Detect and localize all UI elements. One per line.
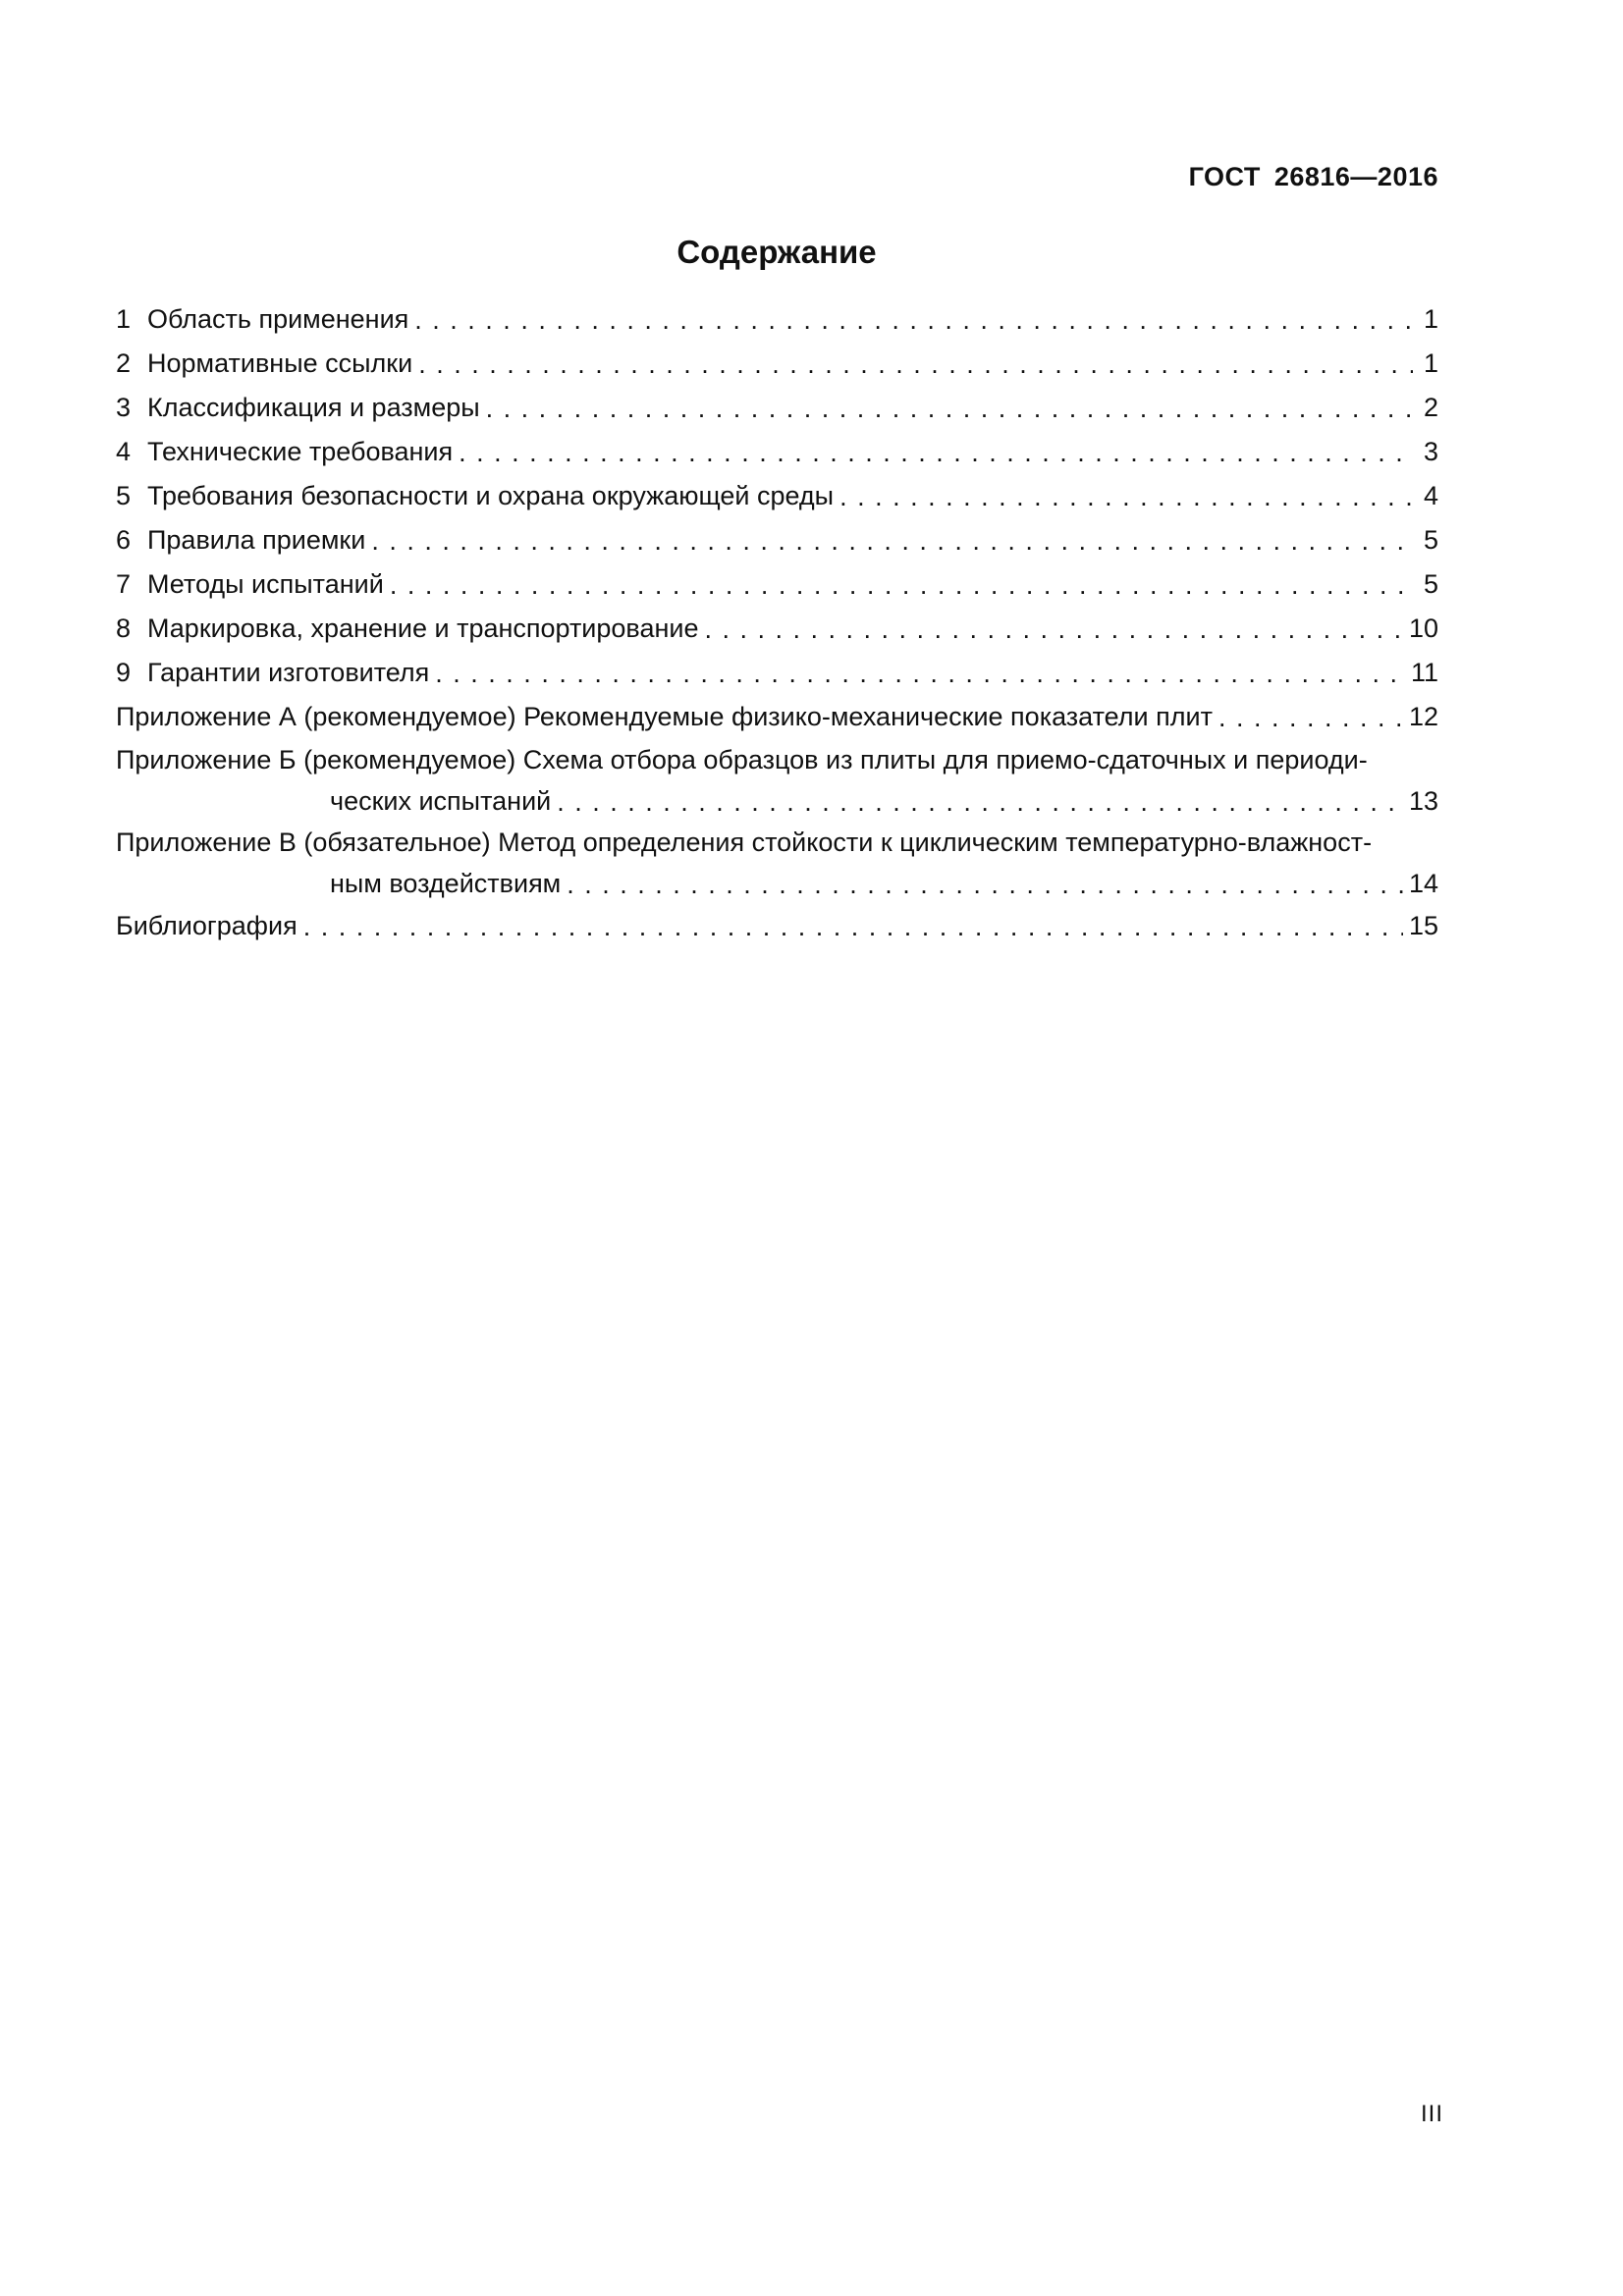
toc-item[interactable]: [116, 430, 1438, 474]
dot-leader: [1218, 696, 1403, 727]
toc-item[interactable]: [116, 518, 1438, 562]
dot-leader: [839, 475, 1413, 507]
toc-item[interactable]: [116, 297, 1438, 342]
dot-leader: [435, 652, 1405, 683]
dot-leader: [557, 781, 1403, 813]
toc-item-number: 4: [116, 437, 132, 466]
toc-item[interactable]: [116, 607, 1438, 651]
dot-leader: [371, 519, 1413, 551]
toc-item-page: 10: [1408, 614, 1438, 643]
toc-appendix-label: Приложение В (обязательное) Метод определения стойкости к циклическим температурно-влажност-: [116, 828, 1373, 857]
toc-item-label: Технические требования: [147, 437, 454, 466]
toc-item-page: 5: [1423, 569, 1438, 599]
toc-appendix-label-continued: ческих испытаний: [330, 786, 552, 816]
toc-item-number: 7: [116, 569, 132, 599]
toc-item-label: Правила приемки: [147, 525, 366, 555]
toc-appendix-page: 14: [1408, 869, 1438, 898]
toc-item-page: 3: [1423, 437, 1438, 466]
toc-appendix-label: Приложение Б (рекомендуемое) Схема отбора образцов из плиты для приемо-сдаточных и периоди-: [116, 745, 1368, 774]
dot-leader: [705, 608, 1403, 639]
dot-leader: [303, 905, 1403, 936]
toc-item-label: Классификация и размеры: [147, 393, 480, 422]
toc-appendix-label: Приложение А (рекомендуемое) Рекомендуемые физико-механические показатели плит: [116, 702, 1213, 731]
toc-item-label: Методы испытаний: [147, 569, 384, 599]
toc-item-number: 9: [116, 658, 132, 687]
toc-item-page: 1: [1423, 348, 1438, 378]
toc-item-page: 11: [1410, 658, 1438, 687]
toc-item[interactable]: [116, 651, 1438, 695]
toc-appendix-v[interactable]: [116, 822, 1438, 904]
toc-item-label: Требования безопасности и охрана окружающей среды: [147, 481, 835, 510]
toc-bibliography-label: Библиография: [116, 911, 298, 940]
toc-item[interactable]: [116, 342, 1438, 386]
dot-leader: [459, 431, 1413, 462]
dot-leader: [486, 387, 1413, 418]
toc-bibliography-page: 15: [1408, 911, 1438, 940]
toc-appendix-b[interactable]: [116, 739, 1438, 822]
dot-leader: [414, 298, 1413, 330]
toc-bibliography[interactable]: [116, 904, 1438, 948]
toc-appendix-a[interactable]: [116, 695, 1438, 739]
toc-item-page: 1: [1423, 304, 1438, 334]
toc-title: Содержание: [676, 234, 877, 270]
toc-item[interactable]: [116, 386, 1438, 430]
dot-leader: [418, 343, 1413, 374]
toc-item-page: 4: [1423, 481, 1438, 510]
document-code: ГОСТ 26816—2016: [1188, 162, 1438, 191]
dot-leader: [567, 864, 1403, 895]
toc-item-number: 1: [116, 304, 132, 334]
toc-item-number: 6: [116, 525, 132, 555]
toc-item-label: Нормативные ссылки: [147, 348, 413, 378]
page-number: III: [1420, 2101, 1443, 2127]
toc-item-number: 8: [116, 614, 132, 643]
toc-item-number: 2: [116, 348, 132, 378]
toc-item-page: 2: [1423, 393, 1438, 422]
toc-item[interactable]: [116, 474, 1438, 518]
dot-leader: [390, 563, 1413, 595]
toc-item[interactable]: [116, 562, 1438, 607]
table-of-contents: [116, 297, 1438, 948]
toc-item-page: 5: [1423, 525, 1438, 555]
toc-item-label: Гарантии изготовителя: [147, 658, 430, 687]
toc-item-label: Область применения: [147, 304, 409, 334]
toc-appendix-page: 12: [1408, 702, 1438, 731]
toc-item-number: 3: [116, 393, 132, 422]
toc-item-number: 5: [116, 481, 132, 510]
toc-appendix-label-continued: ным воздействиям: [330, 869, 562, 898]
toc-item-label: Маркировка, хранение и транспортирование: [147, 614, 699, 643]
toc-appendix-page: 13: [1408, 786, 1438, 816]
